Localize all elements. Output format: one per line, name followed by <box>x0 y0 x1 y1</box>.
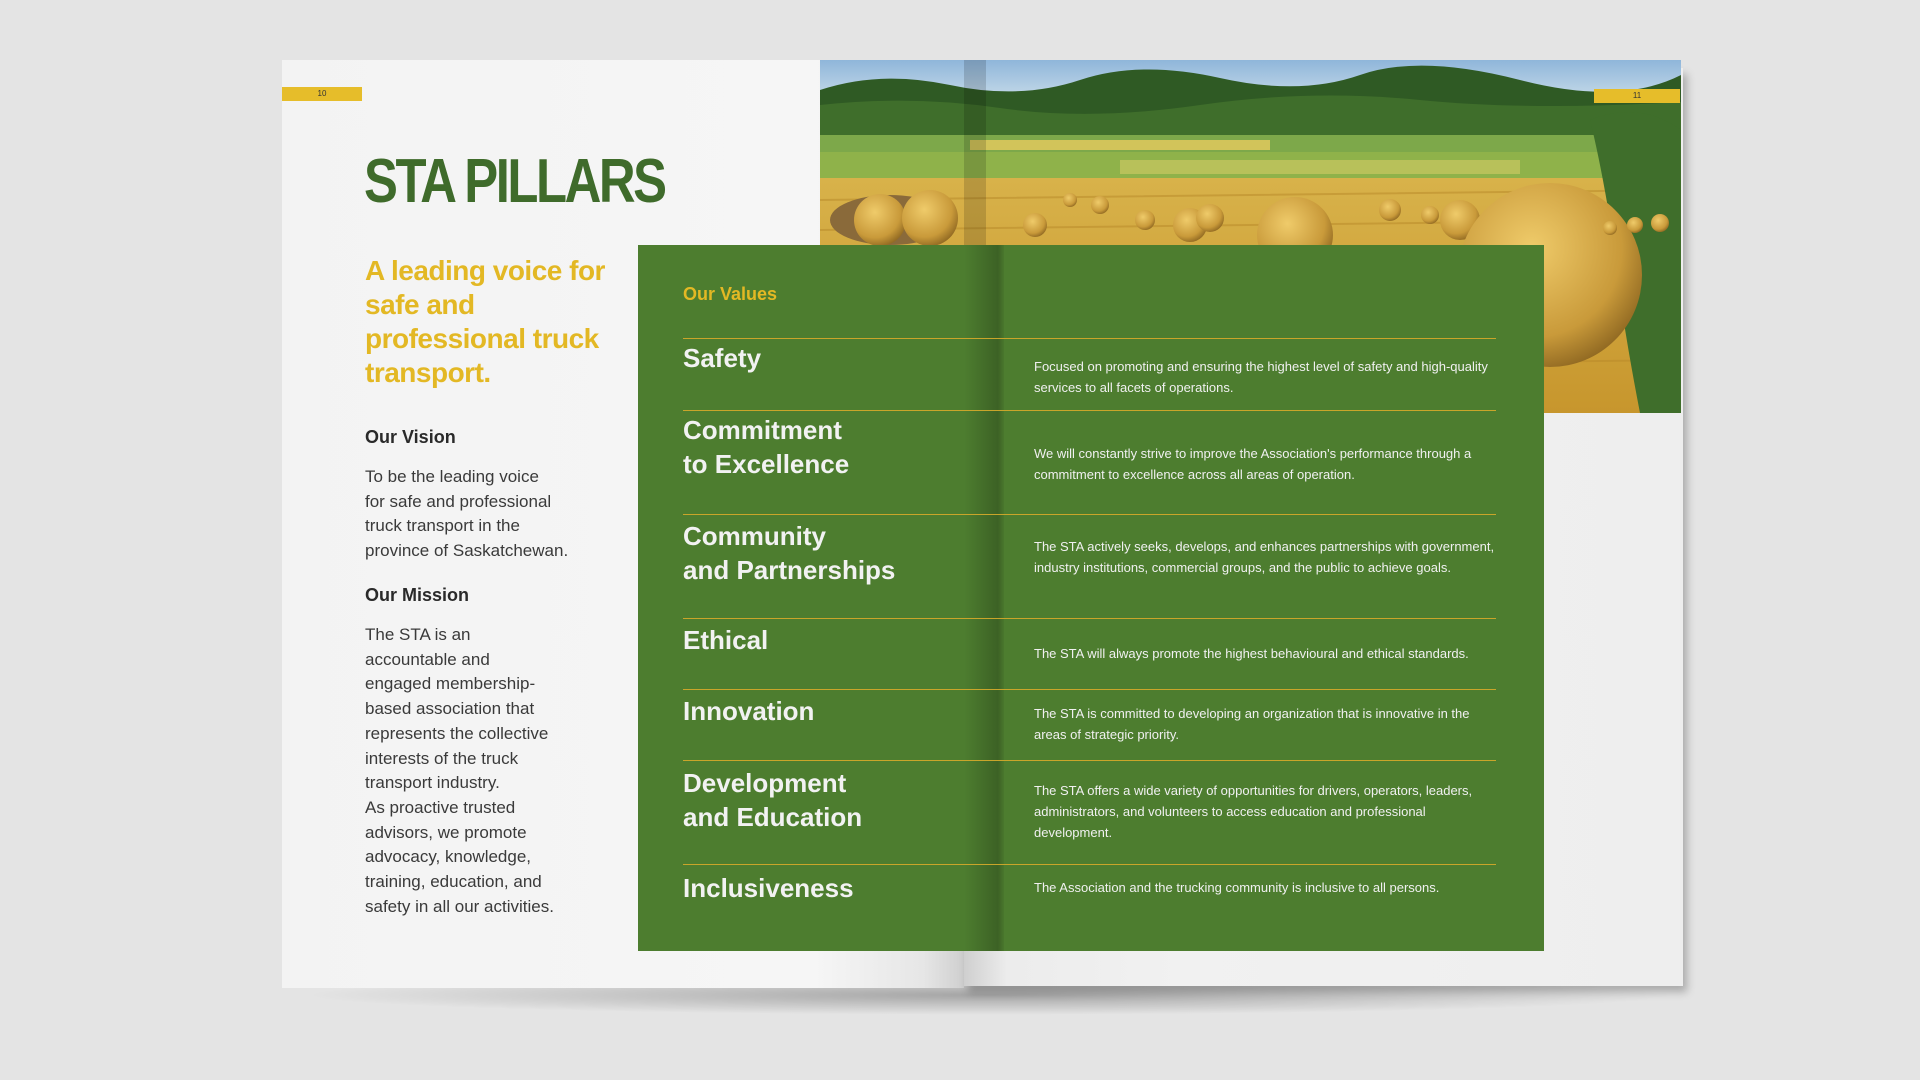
value-desc-development: The STA offers a wide variety of opportunities for drivers, operators, leaders, administrators, and volunteers to access education and professional development. <box>1034 783 1473 840</box>
value-divider <box>683 410 1496 411</box>
value-divider <box>683 618 1496 619</box>
value-desc-innovation: The STA is committed to developing an organization that is innovative in the areas of strategic priority. <box>1034 706 1470 742</box>
right-page-number: 11 <box>1594 89 1680 103</box>
value-divider <box>683 338 1496 339</box>
value-divider <box>683 514 1496 515</box>
value-name-inclusiveness: Inclusiveness <box>683 873 854 903</box>
value-desc-excellence: We will constantly strive to improve the Association's performance through a commitment to excellence across all areas of operation. <box>1034 446 1472 482</box>
value-name-ethical: Ethical <box>683 625 769 655</box>
mission-text: The STA is an accountable and engaged membership- based association that represents the collective interests of the truck transport industry. As proactive trusted advisors, we promote advocacy, knowledge, training, education, and safety in all our activities. <box>365 625 554 916</box>
value-desc-ethical: The STA will always promote the highest behavioural and ethical standards. <box>1034 646 1469 661</box>
value-divider <box>683 760 1496 761</box>
vision-text: To be the leading voice for safe and professional truck transport in the province of Saskatchewan. <box>365 467 569 561</box>
value-desc-partnerships: The STA actively seeks, develops, and enhances partnerships with government, industry institutions, commercial groups, and the public to achieve goals. <box>1034 539 1495 575</box>
value-name-partnerships: Community and Partnerships <box>683 521 896 585</box>
value-desc-inclusiveness: The Association and the trucking community is inclusive to all persons. <box>1034 880 1440 895</box>
page-title: STA PILLARS <box>364 147 665 216</box>
value-divider <box>683 864 1496 865</box>
mission-heading: Our Mission <box>365 585 470 605</box>
value-name-safety: Safety <box>683 343 762 373</box>
left-page-number: 10 <box>282 87 362 101</box>
value-desc-safety: Focused on promoting and ensuring the highest level of safety and high-quality services to all facets of operations. <box>1034 359 1488 395</box>
values-heading: Our Values <box>683 284 778 304</box>
tagline: A leading voice for safe and professional truck transport. <box>365 255 605 388</box>
value-name-development: Development and Education <box>683 768 863 832</box>
vision-heading: Our Vision <box>365 427 456 447</box>
value-name-excellence: Commitment to Excellence <box>683 415 850 479</box>
value-name-innovation: Innovation <box>683 696 815 726</box>
value-divider <box>683 689 1496 690</box>
